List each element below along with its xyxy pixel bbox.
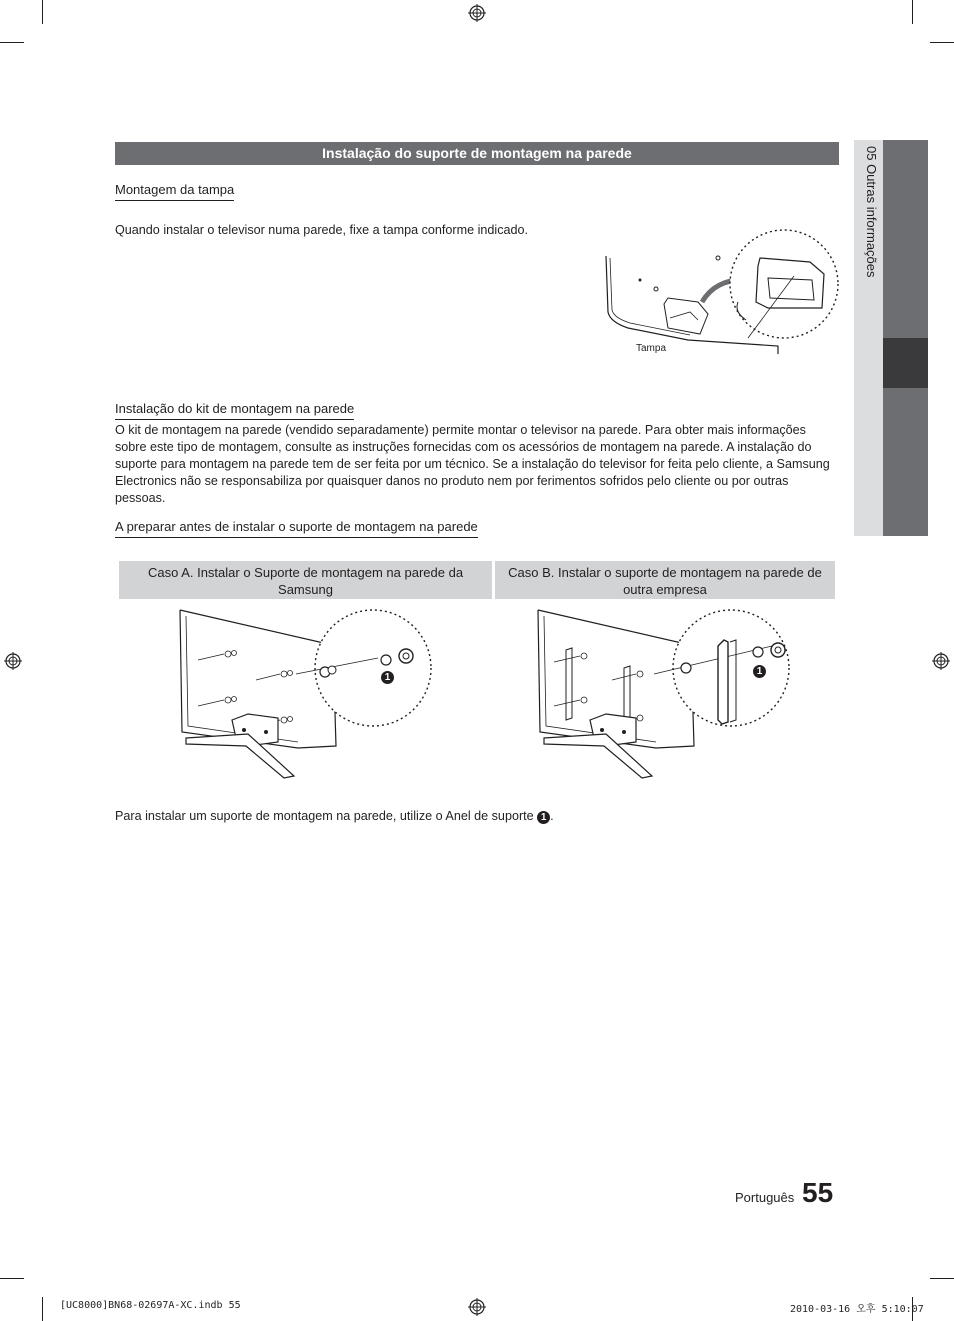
cover-text: Quando instalar o televisor numa parede, fixe a tampa conforme indicado. — [115, 223, 529, 237]
crop-mark — [0, 42, 24, 43]
crop-mark — [42, 1297, 43, 1321]
chapter-label: 05 Outras informações — [864, 146, 879, 278]
crop-mark — [930, 42, 954, 43]
note-text: Para instalar um suporte de montagem na parede, utilize o Anel de suporte — [115, 809, 534, 823]
crop-mark — [0, 1278, 24, 1279]
callout-number-icon: 1 — [753, 665, 766, 678]
case-b-illustration — [536, 606, 796, 782]
section-title: Instalação do suporte de montagem na parede — [115, 142, 839, 165]
registration-mark-icon — [932, 652, 950, 670]
note-end: . — [550, 809, 554, 823]
crop-mark — [912, 0, 913, 24]
support-ring-note — [115, 808, 835, 825]
kit-text: O kit de montagem na parede (vendido separadamente) permite montar o televisor na parede. Para obter mais informações sobre este tipo de montagem, consulte as instruções fornecidas com os acessórios de montagem na parede. A instalação do suporte para montagem na parede tem de ser feita por um técnico. Se a instalação do televisor for feita pelo cliente, a Samsung Electronics não se responsabiliza por quaisquer danos no produto nem por ferimentos sofridos pelo cliente ou por outras pessoas. — [115, 423, 830, 505]
registration-mark-icon — [468, 1298, 486, 1316]
case-b-label: Caso B. Instalar o suporte de montagem na parede de outra empresa — [495, 561, 835, 599]
crop-mark — [930, 1278, 954, 1279]
page-number: 55 — [802, 1177, 834, 1208]
prepare-heading: A preparar antes de instalar o suporte de montagem na parede — [115, 519, 478, 538]
case-a-illustration — [178, 606, 438, 782]
kit-heading: Instalação do kit de montagem na parede — [115, 401, 354, 420]
language-label: Português — [735, 1190, 795, 1205]
print-timestamp: 2010-03-16 오후 5:10:07 — [790, 1304, 924, 1315]
registration-mark-icon — [4, 652, 22, 670]
registration-mark-icon — [468, 4, 486, 22]
cover-heading: Montagem da tampa — [115, 182, 234, 201]
side-tab-active-marker — [883, 338, 928, 388]
case-a-label: Caso A. Instalar o Suporte de montagem na parede da Samsung — [119, 561, 492, 599]
crop-mark — [42, 0, 43, 24]
callout-number-icon: 1 — [381, 671, 394, 684]
file-info: [UC8000]BN68-02697A-XC.indb 55 — [60, 1300, 241, 1311]
callout-number-icon: 1 — [537, 811, 550, 824]
cover-figure-label: Tampa — [636, 343, 667, 354]
cover-illustration — [598, 222, 842, 358]
